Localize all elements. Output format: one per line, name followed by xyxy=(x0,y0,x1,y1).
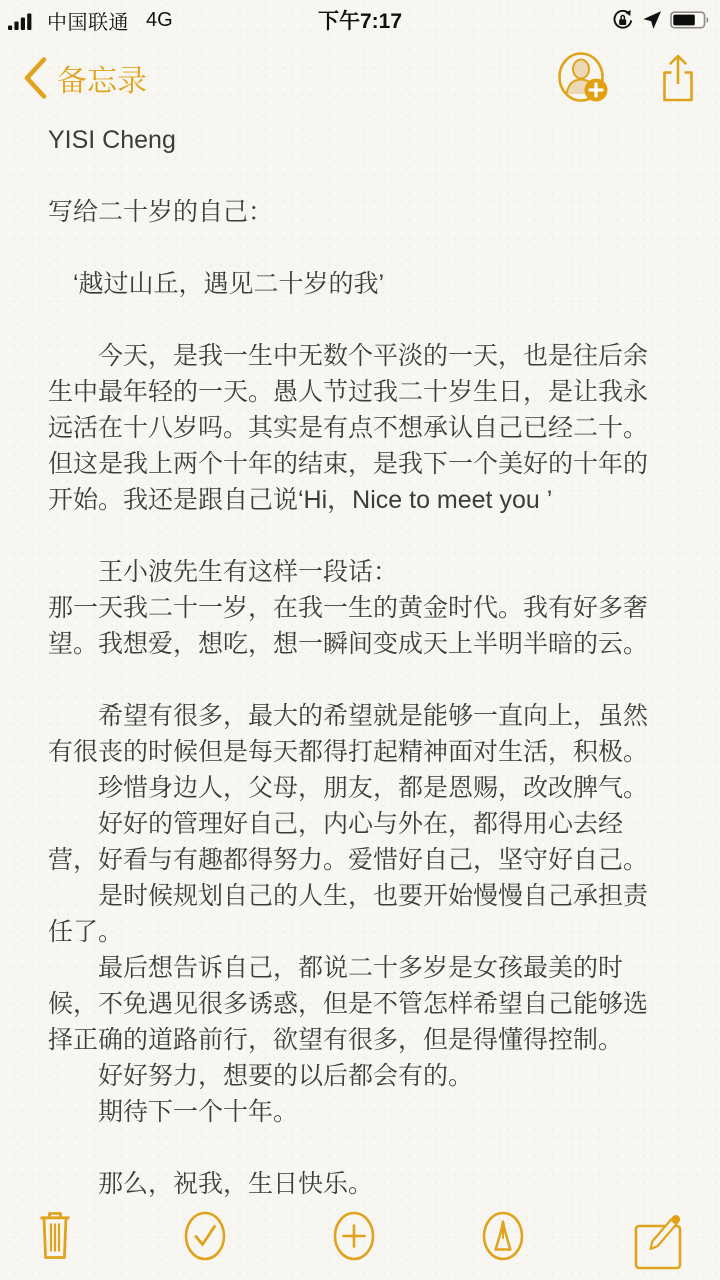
add-person-button[interactable] xyxy=(556,50,610,106)
compose-button[interactable] xyxy=(630,1202,688,1270)
note-paragraph: 今天，是我一生中无数个平淡的一天，也是往后余生中最年轻的一天。愚人节过我二十岁生日，是让我永远活在十八岁吗。其实是有点不想承认自己已经二十。但这是我上两个十年的结束，是我下一个美好的十年的开始。我还是跟自己说‘Hi，Nice to meet you ’ xyxy=(48,342,649,514)
orientation-lock-icon xyxy=(611,9,634,32)
note-paragraph: ‘越过山丘，遇见二十岁的我’ xyxy=(48,270,385,298)
note-paragraph xyxy=(48,158,672,194)
nav-actions xyxy=(556,50,698,106)
chevron-left-icon xyxy=(22,56,47,100)
note-paragraph xyxy=(48,302,672,338)
network-label: 4G xyxy=(146,8,173,31)
bottom-toolbar xyxy=(0,1192,720,1280)
note-paragraph: 好好努力，想要的以后都会有的。 xyxy=(48,1062,474,1090)
note-paragraph: 写给二十岁的自己： xyxy=(48,198,274,226)
location-arrow-icon xyxy=(642,10,662,30)
compose-icon xyxy=(630,1202,688,1270)
note-paragraph: 珍惜身边人，父母，朋友，都是恩赐，改改脾气。 xyxy=(48,774,649,802)
status-right-group xyxy=(611,9,712,32)
note-paragraph xyxy=(48,662,672,698)
note-paragraph: 期待下一个十年。 xyxy=(48,1098,299,1126)
delete-button[interactable] xyxy=(32,1209,78,1263)
share-icon xyxy=(658,52,698,104)
time-label: 下午7:17 xyxy=(317,10,403,33)
pen-circle-icon xyxy=(481,1210,525,1262)
note-title-line: YISI Cheng xyxy=(48,126,176,154)
trash-icon xyxy=(32,1209,78,1263)
add-person-icon xyxy=(556,50,610,106)
note-paragraph xyxy=(48,518,672,554)
back-label: 备忘录 xyxy=(57,65,147,98)
note-paragraph: 王小波先生有这样一段话： xyxy=(48,558,399,586)
nav-bar xyxy=(0,40,720,116)
note-paragraph: 是时候规划自己的人生，也要开始慢慢自己承担责任了。 xyxy=(48,882,649,946)
add-attachment-button[interactable] xyxy=(332,1210,376,1262)
plus-circle-icon xyxy=(332,1210,376,1262)
status-bar xyxy=(0,0,720,40)
note-editor[interactable] xyxy=(0,116,720,1202)
note-paragraph xyxy=(48,1130,672,1166)
note-paragraph: 那么，祝我，生日快乐。 xyxy=(48,1170,374,1198)
note-paragraph: 好好的管理好自己，内心与外在，都得用心去经营，好看与有趣都得努力。爱惜好自己，坚守好自己。 xyxy=(48,810,649,874)
battery-icon xyxy=(670,10,712,30)
checklist-button[interactable] xyxy=(183,1210,227,1262)
check-circle-icon xyxy=(183,1210,227,1262)
note-paragraph: 那一天我二十一岁，在我一生的黄金时代。我有好多奢望。我想爱，想吃，想一瞬间变成天上半明半暗的云。 xyxy=(48,594,649,658)
note-paragraph: 希望有很多，最大的希望就是能够一直向上，虽然有很丧的时候但是每天都得打起精神面对生活，积极。 xyxy=(48,702,649,766)
carrier-label: 中国联通 xyxy=(47,11,129,34)
share-button[interactable] xyxy=(658,52,698,104)
note-paragraph: 最后想告诉自己，都说二十多岁是女孩最美的时候，不免遇见很多诱惑，但是不管怎样希望自己能够选择正确的道路前行，欲望有很多，但是得懂得控制。 xyxy=(48,954,649,1054)
note-paragraph xyxy=(48,230,672,266)
back-button[interactable] xyxy=(22,56,147,100)
markup-button[interactable] xyxy=(481,1210,525,1262)
